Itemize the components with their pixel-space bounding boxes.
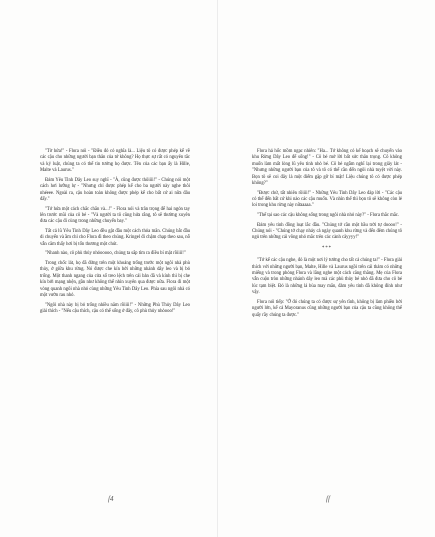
paragraph: Trong chốc lát, họ đã đứng trên một khoảng trống trước một ngôi nhà phù thủy, ở giữa khu rừng. Nó được che kín bởi những nhánh dây leo và bị bỏ trống. Một thanh ngang của cửa sổ treo lệch trên cái bản đã và kính thì bị che kín bởi mạng nhện, gần như không thể nhìn xuyên qua được nữa. Flora đi một vòng quanh ngôi nhà nhỏ cùng những Yêu Tinh Dây Leo. Phía sau ngôi nhà có một vườn rau nhỏ. xyxy=(40,261,190,299)
section-separator: *** xyxy=(321,245,333,251)
paragraph: "Tờ hứa!" - Flora nói - "Điều đó có nghĩa là... Liệu tô có được phép kể về các cậu cho những người bạn thân của tớ không? Họ thực sự rất có nguyên tắc và kỷ luật, chúng ta có thể tin tưởng họ được. Tên của các bạn ấy là Hille, Malte và Laurus." xyxy=(40,149,190,174)
right-page xyxy=(218,0,435,537)
page-number: ſ4 xyxy=(108,495,114,503)
page-number: ſſ xyxy=(326,495,330,503)
left-page xyxy=(0,0,217,537)
paragraph: Flora nói tiếp: "Ở đó chúng ta có được sự yên tĩnh, không bị làm phiền bởi người lớn, kể cả Mayoranus cũng những người bạn của cậu ta cũng không thể quấy rầy chúng ta được." xyxy=(252,299,402,318)
right-page-text xyxy=(252,149,402,322)
paragraph: Tất cả lũ Yêu Tinh Dây Leo đều gật đầu một cách thỏa mãn. Chúng bắt đầu di chuyển và ầm chỉ cho Flora đi theo chúng. Kringel đi chậm chạp theo sau, nỗ vẫn căm thấy hơi bị tổn thương một chút. xyxy=(40,229,190,247)
left-page-text xyxy=(40,149,190,319)
paragraph: "Tớ kể các cậu nghe, đó là một nơi lý tưởng cho tất cả chúng ta!" - Flora giải thích với những người bạn, Malte, Hille và Laurus ngồi trên cái thảm có những miếng và trong phòng Flora và lắng nghe một cách căng thẳng. Mẹ của Flora vẫn cuộn tròn những nhánh dây leo mà các phù thủy bé nhỏ đã đưa cho cô bé lúc tạm biệt. Đó là những lá bùa may mắn, đảm yêu tinh đã không đính như vậy. xyxy=(252,258,402,296)
paragraph: Flora hả hốc mồm ngạc nhiên: "Ha... Tớ không có kế hoạch sẽ chuyển vào khu Rừng Dây Leo để sống!" - Cô bé mở lời bất sức thân trọng. Cô không muốn làm mất lòng lũ yêu tinh nhỏ bé. Cô bé ngẫm nghĩ lại trong giây lát - "Nhưng những người bạn của tô và tô có thể cần đến ngôi nhà tuyệt vời này. Bọn tô sẽ coi đây là một điểm gặp gỡ bí mật! Liệu chúng tô có được phép không?" xyxy=(252,149,402,187)
paragraph: Đám yêu tinh đồng loạt lắc đầu. "Chúng tớ cần một bầu trời tự doooo!" - Chúng nói - "Chúng tớ chạy nhảy cả ngày quanh khu rừng và đến đêm chúng tô ngủ trên những cái võng nhỏ mắc trên các cành câyyyy!" xyxy=(252,222,402,241)
paragraph: Đám Yêu Tinh Dây Leo suy nghĩ - "À, cũng được thôiiii!" - Chúng nói một cách hơi lưỡng lự - "Nhưng chỉ được phép kể cho ba người này nghe thôi nhéeee. Ngoài ra, cậu hoàn toàn không được phép kể cho bất cứ ai nữa đâu đấy." xyxy=(40,177,190,203)
paragraph: "Được chứ, tất nhiên rồiiii!" - Những Yêu Tinh Dây Leo đáp lời - "Các cậu có thể đến bất cứ khi nào các cậu muốn. Và nhìn thể thì bọn tô sẽ không còn lẻ loi trong khu rừng này nữaaaaa." xyxy=(252,190,402,209)
paragraph: "Thế tại sao các cậu không sống trong ngôi nhà nhỏ này?" - Flora thắc mắc. xyxy=(257,213,400,219)
paragraph: "Tớ hứa một cách chắc chắn và...!" - Flora nói và trân trọng để hai ngón tay lên trước mũi của cô bé - "Và người ta tô cũng hứa rằng, tô sẽ thường xuyên đưa các cậu đi cùng trong những chuyến bay." xyxy=(40,206,190,225)
paragraph: "Ngôi nhà này bị bỏ trống nhiều năm rồiiii!" - Những Phù Thủy Dây Leo giải thích - "Nếu cậu thích, cậu có thể sống ở đây, cô phù thủy nhỏooo!" xyxy=(40,302,190,315)
paragraph: "Nhanh nào, cô phù thủy nhỏooooo, chúng ta sắp tìm ra điều bí mật rồiiii!" xyxy=(45,251,186,257)
